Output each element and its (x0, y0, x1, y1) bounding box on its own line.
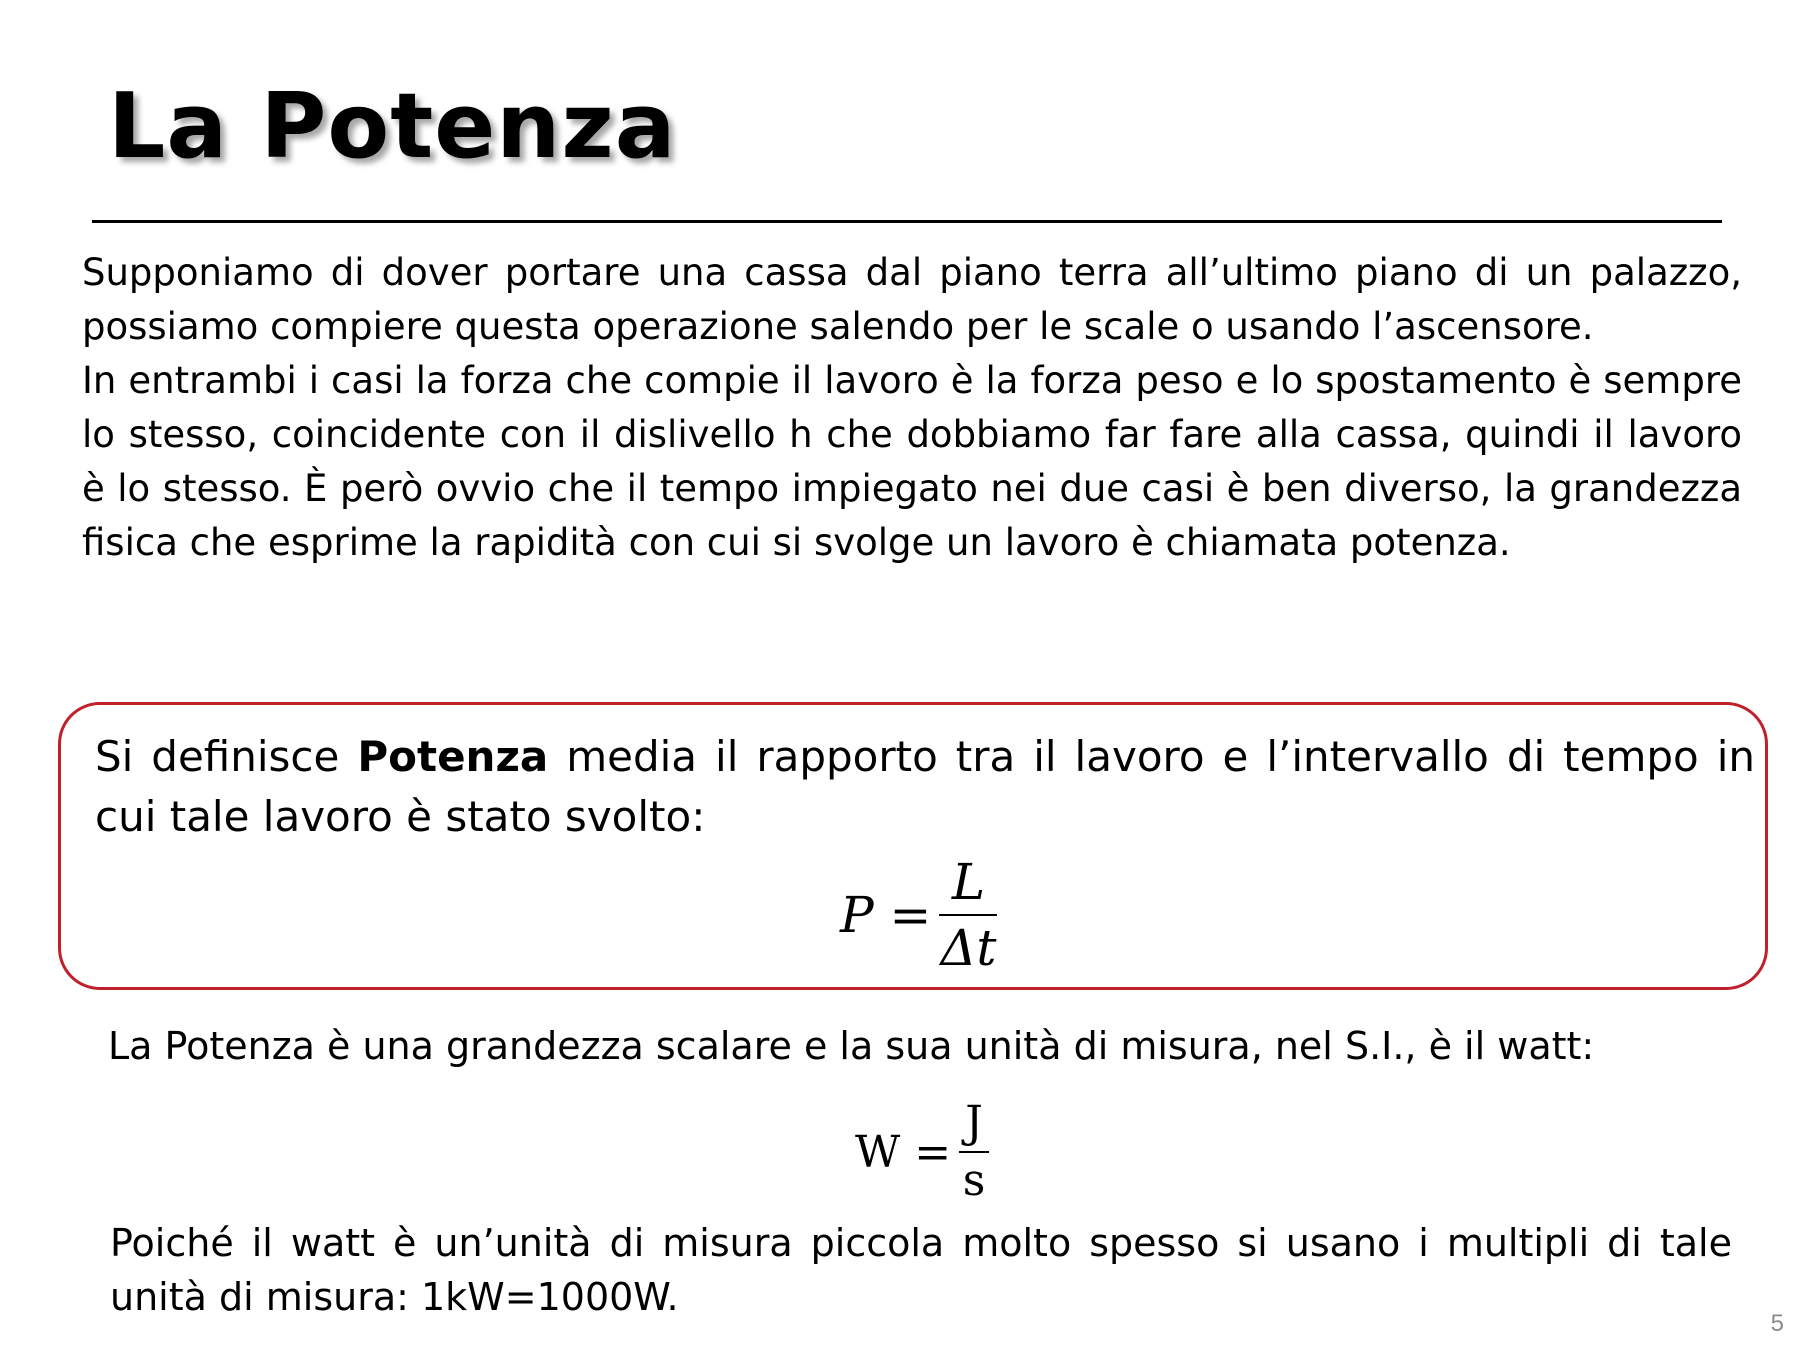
power-denominator: Δt (940, 919, 997, 977)
intro-paragraph-2: In entrambi i casi la forza che compie il lavoro è la forza peso e lo spostamento è sempre lo stesso, coincidente con il dislivello h che dobbiamo far fare alla cassa, quindi il lavoro è lo stesso. È però ovvio che il tempo impiegato nei due casi è ben diverso, la grandezza fisica che esprime la rapidità con cui si svolge un lavoro è chiamata potenza. (82, 359, 1742, 564)
watt-formula (855, 1095, 989, 1209)
unit-text: La Potenza è una grandezza scalare e la sua unità di misura, nel S.I., è il watt: (108, 1024, 1595, 1068)
intro-paragraph-1: Supponiamo di dover portare una cassa dal piano terra all’ultimo piano di un palazzo, possiamo compiere questa operazione salendo per le scale o usando l’ascensore. (82, 251, 1742, 348)
page-number: 5 (1770, 1310, 1784, 1337)
definition-text (95, 727, 1755, 847)
intro-text (82, 246, 1742, 570)
watt-denominator: s (962, 1155, 986, 1206)
power-numerator: L (951, 853, 986, 911)
closing-text: Poiché il watt è un’unità di misura piccola molto spesso si usano i multipli di tale unità di misura: 1kW=1000W. (110, 1221, 1732, 1319)
power-fraction (939, 850, 997, 980)
watt-fraction (959, 1095, 989, 1209)
slide-title: La Potenza (108, 74, 677, 179)
power-formula (840, 850, 997, 980)
definition-text-after: media il rapporto tra il lavoro e l’intervallo di tempo in cui tale lavoro è stato svolto: (95, 732, 1755, 841)
watt-formula-lhs: W = (855, 1126, 952, 1178)
title-divider (92, 220, 1722, 223)
definition-text-before: Si definisce (95, 732, 358, 781)
power-formula-lhs: P = (840, 886, 932, 944)
watt-numerator: J (965, 1097, 983, 1148)
definition-keyword: Potenza (357, 732, 549, 781)
